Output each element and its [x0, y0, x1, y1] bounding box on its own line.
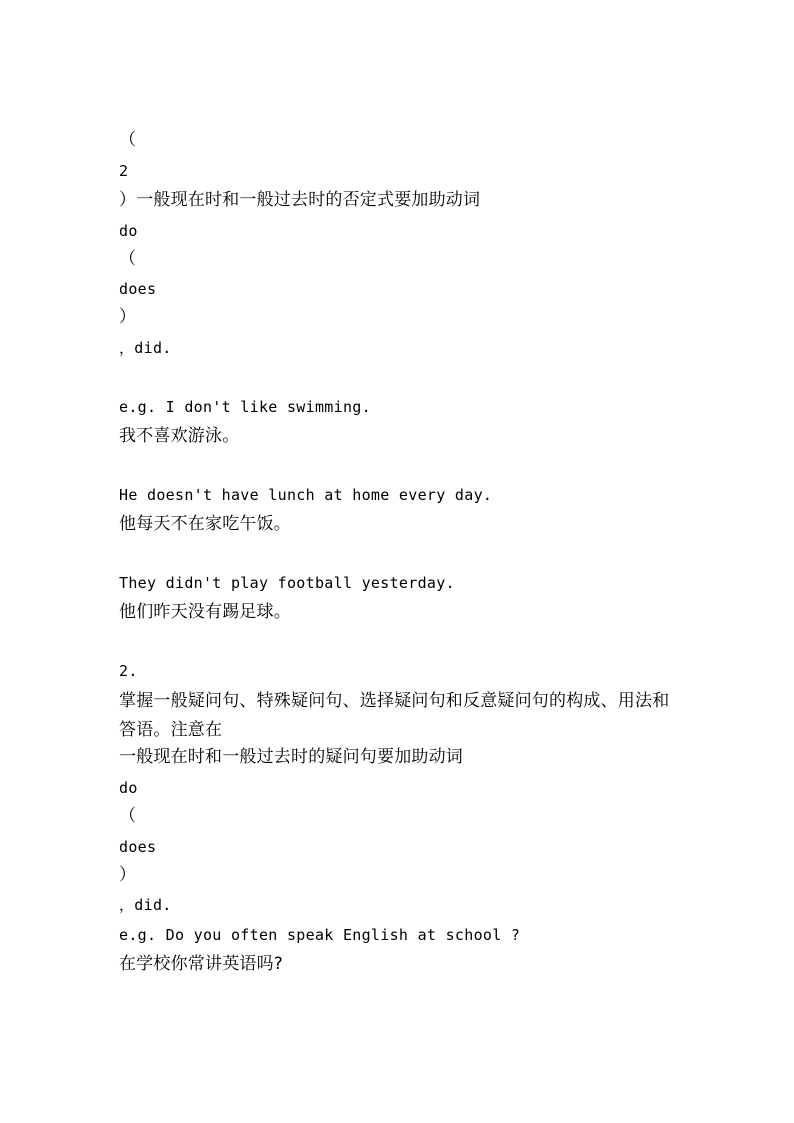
auxiliary-do-line: do — [119, 222, 138, 240]
auxiliary-does-line-2: does — [119, 838, 157, 856]
section-heading-paragraph: 掌握一般疑问句、特殊疑问句、选择疑问句和反意疑问句的构成、用法和答语。注意在 — [119, 691, 670, 740]
example-translation-1: 我不喜欢游泳。 — [119, 426, 240, 446]
example-sentence-1: e.g. I don't like swimming. — [119, 398, 371, 416]
rule-text-line: ）一般现在时和一般过去时的否定式要加助动词 — [119, 190, 481, 210]
close-paren-line: ） — [119, 307, 137, 327]
auxiliary-did-line-2: ，did. — [119, 896, 172, 914]
item-number-line: 2 — [119, 162, 129, 180]
open-paren-line-3: （ — [119, 806, 137, 826]
open-paren-line-2: （ — [119, 249, 137, 269]
close-paren-line-2: ） — [119, 865, 137, 885]
example-translation-3: 他们昨天没有踢足球。 — [119, 602, 291, 622]
section-number: 2. — [119, 662, 138, 680]
auxiliary-does-line: does — [119, 280, 157, 298]
open-paren-line: （ — [119, 130, 137, 150]
example-sentence-2: He doesn't have lunch at home every day. — [119, 486, 493, 504]
example-question-translation: 在学校你常讲英语吗? — [119, 954, 284, 974]
example-translation-2: 他每天不在家吃午饭。 — [119, 514, 291, 534]
auxiliary-do-line-2: do — [119, 779, 138, 797]
auxiliary-did-line: ，did. — [119, 339, 172, 357]
question-rule-line: 一般现在时和一般过去时的疑问句要加助动词 — [119, 747, 463, 767]
example-sentence-3: They didn't play football yesterday. — [119, 574, 455, 592]
example-question: e.g. Do you often speak English at school ? — [119, 926, 521, 944]
